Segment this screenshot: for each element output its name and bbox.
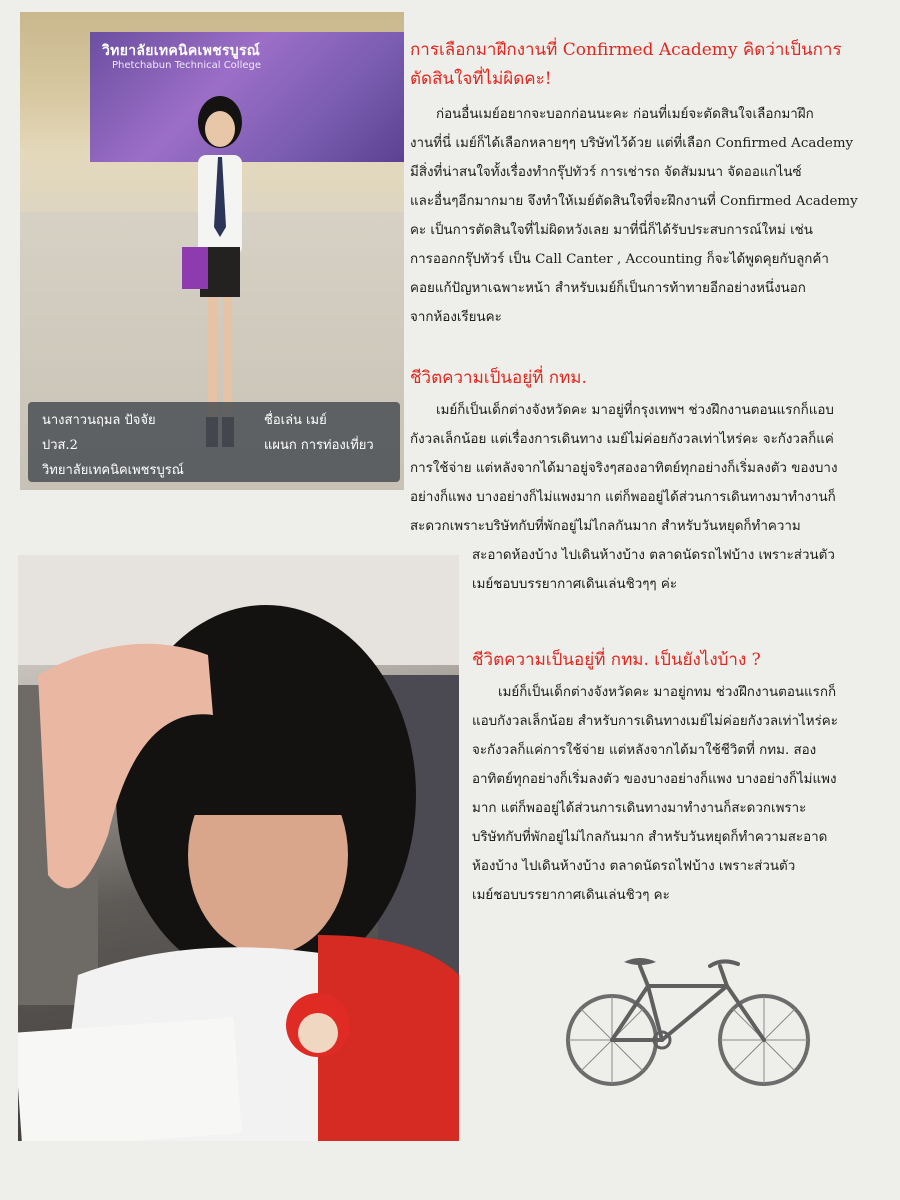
section1-line: ก่อนอื่นเมย์อยากจะบอกก่อนนะคะ ก่อนที่เมย์จะตัดสินใจเลือกมาฝึก	[436, 107, 814, 122]
section2-body-narrow	[472, 541, 896, 599]
section1-heading-line: การเลือกมาฝึกงานที่ Confirmed Academy คิดว่าเป็นการ	[410, 40, 842, 60]
section2-line: อย่างก็แพง บางอย่างก็ไม่แพงมาก แต่ก็พออยู่ได้ส่วนการเดินทางมาทำงานก็	[410, 490, 836, 505]
section3-line: บริษัทกับที่พักอยู่ไม่ไกลกันมาก สำหรับวันหยุดก็ทำความสะอาด	[472, 830, 828, 845]
section3-line: ห้องบ้าง ไปเดินห้างบ้าง ตลาดนัดรถไฟบ้าง เพราะส่วนตัว	[472, 859, 796, 874]
bicycle-icon	[552, 952, 824, 1088]
section2-line: สะอาดห้องบ้าง ไปเดินห้างบ้าง ตลาดนัดรถไฟบ้าง เพราะส่วนตัว	[472, 548, 835, 563]
section3-body	[472, 678, 896, 910]
caption-right	[264, 408, 374, 458]
section3-line: เมย์ชอบบรรยากาศเดินเล่นชิวๆ คะ	[472, 888, 670, 903]
student-nickname: ชื่อเล่น เมย์	[264, 413, 327, 428]
student-selfie-photo	[18, 555, 459, 1141]
section3-line: เมย์ก็เป็นเด็กต่างจังหวัดคะ มาอยู่กทม ช่วงฝึกงานตอนแรกก็	[498, 685, 837, 700]
section1-body	[410, 100, 896, 332]
section1-line: งานที่นี่ เมย์ก็ได้เลือกหลายๆๆ บริษัทไว้ด้วย แต่ที่เลือก Confirmed Academy	[410, 136, 854, 151]
banner-title: วิทยาลัยเทคนิคเพชรบูรณ์	[102, 43, 261, 59]
section2-line: สะดวกเพราะบริษัทกับที่พักอยู่ไม่ไกลกันมาก สำหรับวันหยุดก็ทำความ	[410, 519, 801, 534]
section2-line: กังวลเล็กน้อย แต่เรื่องการเดินทาง เมย์ไม่ค่อยกังวลเท่าไหร่คะ จะกังวลก็แค่	[410, 432, 834, 447]
section2-heading: ชีวิตความเป็นอยู่ที่ กทม.	[410, 368, 587, 388]
section2-line: เมย์ชอบบรรยากาศเดินเล่นชิวๆๆ ค่ะ	[472, 577, 678, 592]
student-department: แผนก การท่องเที่ยว	[264, 438, 374, 453]
student-level: ปวส.2	[42, 438, 78, 453]
student-college: วิทยาลัยเทคนิคเพชรบูรณ์	[42, 463, 184, 478]
section3-heading: ชีวิตความเป็นอยู่ที่ กทม. เป็นยังไงบ้าง ?	[472, 650, 761, 670]
selfie-illustration	[18, 555, 459, 1141]
student-name: นางสาวนฤมล ปัจจัย	[42, 413, 156, 428]
banner-subtitle: Phetchabun Technical College	[112, 60, 262, 71]
section1-line: มีสิ่งที่น่าสนใจทั้งเรื่องทำกรุ๊ปทัวร์ การเช่ารถ จัดสัมมนา จัดออแกไนซ์	[410, 165, 802, 180]
section2-body	[410, 396, 896, 541]
caption-left	[42, 408, 184, 483]
section1-heading	[410, 36, 890, 94]
section1-line: และอื่นๆอีกมากมาย จึงทำให้เมย์ตัดสินใจที่จะฝึกงานที่ Confirmed Academy	[410, 194, 858, 209]
section1-line: คอยแก้ปัญหาเฉพาะหน้า สำหรับเมย์ก็เป็นการท้าทายอีกอย่างหนึ่งนอก	[410, 281, 806, 296]
section1-heading-line: ตัดสินใจที่ไม่ผิดคะ!	[410, 69, 552, 89]
section1-line: จากห้องเรียนคะ	[410, 310, 502, 325]
section1-line: คะ เป็นการตัดสินใจที่ไม่ผิดหวังเลย มาที่นี่ก็ได้รับประสบการณ์ใหม่ เช่น	[410, 223, 813, 238]
section3-line: อาทิตย์ทุกอย่างก็เริ่มลงตัว ของบางอย่างก็แพง บางอย่างก็ไม่แพง	[472, 772, 837, 787]
section1-line: การออกกรุ๊ปทัวร์ เป็น Call Canter , Accounting ก็จะได้พูดคุยกับลูกค้า	[410, 252, 829, 267]
section3-line: มาก แต่ก็พออยู่ได้ส่วนการเดินทางมาทำงานก็สะดวกเพราะ	[472, 801, 807, 816]
section2-line: การใช้จ่าย แต่หลังจากได้มาอยู่จริงๆสองอาทิตย์ทุกอย่างก็เริ่มลงตัว ของบาง	[410, 461, 838, 476]
section3-line: แอบกังวลเล็กน้อย สำหรับการเดินทางเมย์ไม่ค่อยกังวลเท่าไหร่คะ	[472, 714, 838, 729]
section3-line: จะกังวลก็แค่การใช้จ่าย แต่หลังจากได้มาใช้ชีวิตที่ กทม. สอง	[472, 743, 817, 758]
caption-box	[28, 402, 400, 482]
section2-line: เมย์ก็เป็นเด็กต่างจังหวัดคะ มาอยู่ที่กรุงเทพฯ ช่วงฝึกงานตอนแรกก็แอบ	[436, 403, 834, 418]
